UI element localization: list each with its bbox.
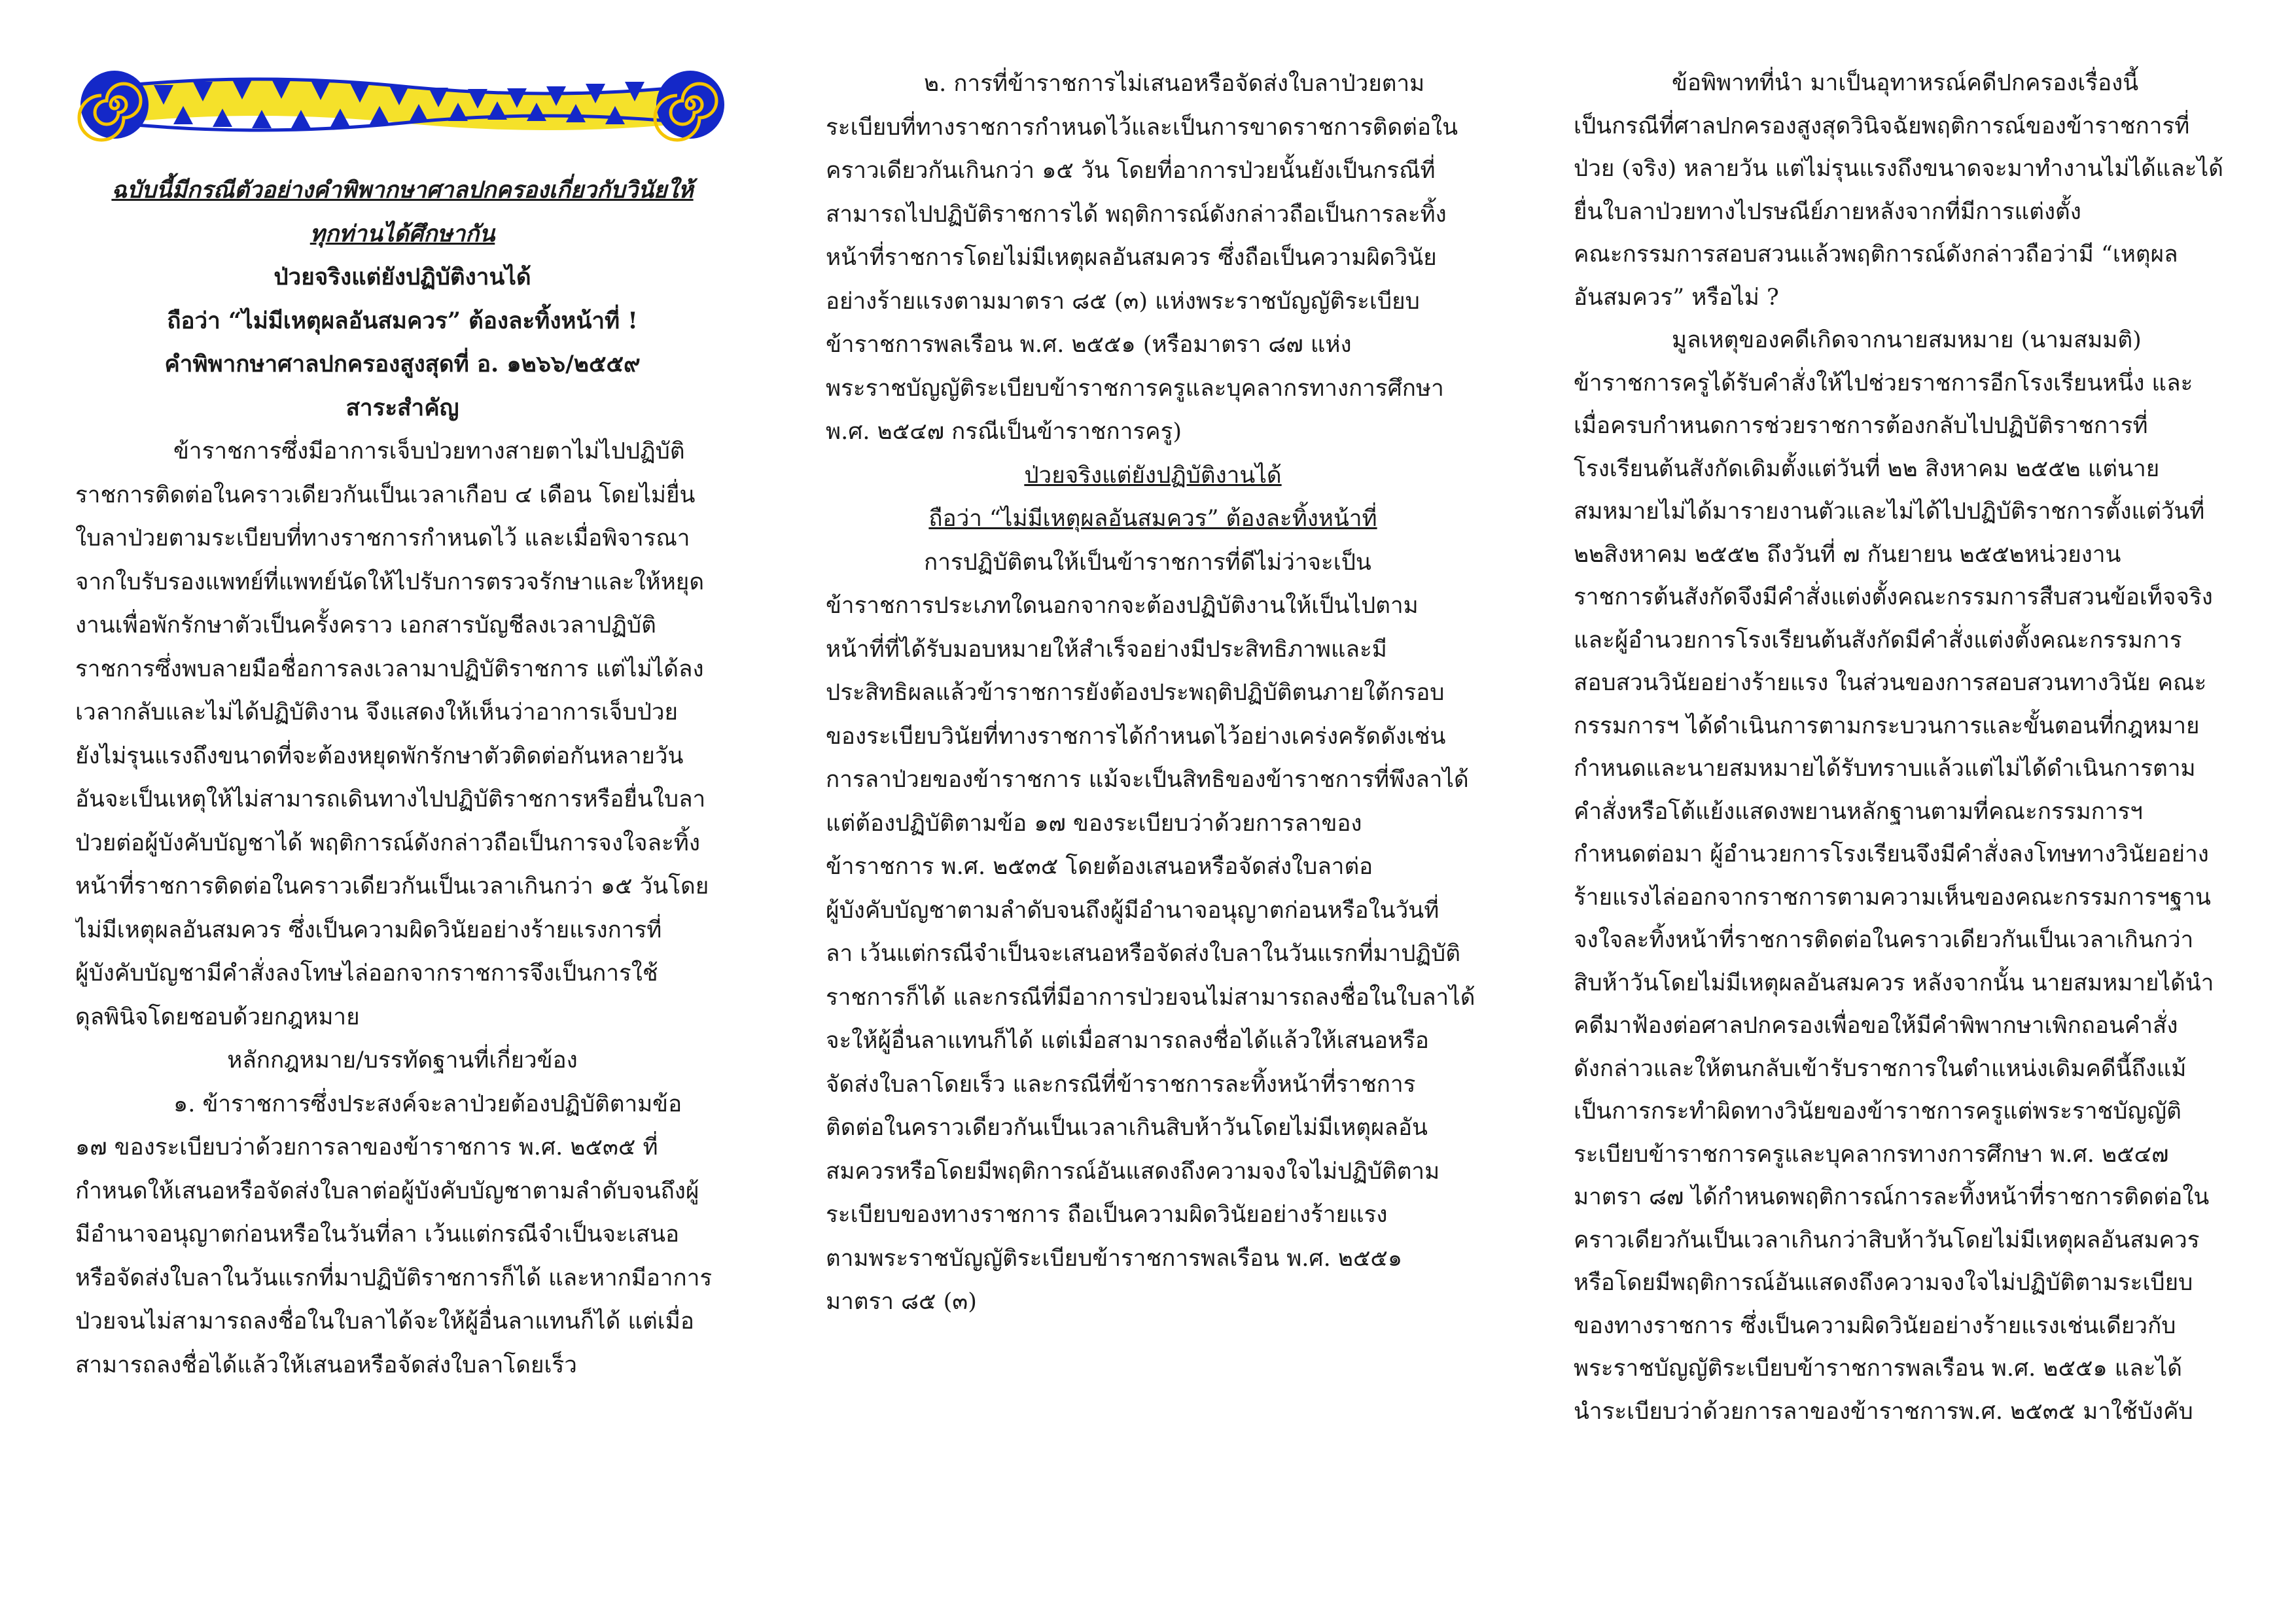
text-line: คดีมาฟ้องต่อศาลปกครองเพื่อขอให้มีคำพิพากษาเพิกถอนคำสั่ง bbox=[1574, 1013, 2178, 1039]
text-line: ๑. ข้าราชการซึ่งประสงค์จะลาป่วยต้องปฏิบัติตามข้อ bbox=[173, 1091, 682, 1117]
text-line: คณะกรรมการสอบสวนแล้วพฤติการณ์ดังกล่าวถือว่ามี “เหตุผล bbox=[1574, 241, 2178, 268]
law-paragraph bbox=[75, 1083, 730, 1387]
text-line: ป่วยต่อผู้บังคับบัญชาได้ พฤติการณ์ดังกล่าวถือเป็นการจงใจละทิ้ง bbox=[75, 829, 700, 856]
text-line: จากใบรับรองแพทย์ที่แพทย์นัดให้ไปรับการตรวจรักษาและให้หยุด bbox=[75, 568, 705, 595]
text-line: เวลากลับและไม่ได้ปฏิบัติงาน จึงแสดงให้เห็นว่าอาการเจ็บป่วย bbox=[75, 699, 678, 725]
text-line: งานเพื่อพักรักษาตัวเป็นครั้งคราว เอกสารบัญชีลงเวลาปฏิบัติ bbox=[75, 612, 656, 638]
text-line: สมควรหรือโดยมีพฤติการณ์อันแสดงถึงความจงใจไม่ปฏิบัติตาม bbox=[826, 1158, 1440, 1185]
point-2-paragraph bbox=[826, 62, 1480, 454]
text-line: หรือจัดส่งใบลาในวันแรกที่มาปฏิบัติราชการก็ได้ และหากมีอาการ bbox=[75, 1265, 713, 1291]
text-line: ประสิทธิผลแล้วข้าราชการยังต้องประพฤติปฏิบัติตนภายใต้กรอบ bbox=[826, 680, 1445, 706]
text-line: สมหมายไม่ได้มารายงานตัวและไม่ได้ไปปฏิบัติราชการตั้งแต่วันที่ bbox=[1574, 498, 2205, 525]
spiral-left-icon bbox=[79, 71, 149, 140]
title-line: คำพิพากษาศาลปกครองสูงสุดที่ อ. ๑๒๖๖/๒๕๕๙ bbox=[164, 351, 641, 377]
text-line: ข้าราชการพลเรือน พ.ศ. ๒๕๕๑ (หรือมาตรา ๘๗ แห่ง bbox=[826, 332, 1352, 358]
text-line: ระเบียบของทางราชการ ถือเป็นความผิดวินัยอย่างร้ายแรง bbox=[826, 1202, 1388, 1228]
text-line: จัดส่งใบลาโดยเร็ว และกรณีที่ข้าราชการละทิ้งหน้าที่ราชการ bbox=[826, 1071, 1416, 1098]
text-line: สอบสวนวินัยอย่างร้ายแรง ในส่วนของการสอบสวนทางวินัย คณะ bbox=[1574, 670, 2207, 696]
text-line: ระเบียบที่ทางราชการกำหนดไว้และเป็นการขาดราชการติดต่อใน bbox=[826, 114, 1458, 141]
title-line: ถือว่า “ไม่มีเหตุผลอันสมควร” ต้องละทิ้งหน้าที่ ! bbox=[167, 307, 638, 334]
text-line: คราวเดียวกันเป็นเวลาเกินกว่าสิบห้าวันโดยไม่มีเหตุผลอันสมควร bbox=[1574, 1227, 2200, 1253]
text-line: มีอำนาจอนุญาตก่อนหรือในวันที่ลา เว้นแต่กรณีจำเป็นจะเสนอ bbox=[75, 1221, 680, 1248]
text-line: สามารถลงชื่อได้แล้วให้เสนอหรือจัดส่งใบลาโดยเร็ว bbox=[75, 1352, 577, 1378]
conduct-paragraph bbox=[826, 541, 1480, 1324]
text-line: ใบลาป่วยตามระเบียบที่ทางราชการกำหนดไว้ และเมื่อพิจารณา bbox=[75, 525, 690, 551]
law-heading: หลักกฎหมาย/บรรทัดฐานที่เกี่ยวข้อง bbox=[227, 1047, 578, 1073]
text-line: มาตรา ๘๕ (๓) bbox=[826, 1289, 977, 1315]
dispute-paragraph bbox=[1574, 62, 2228, 319]
text-line: หน้าที่ที่ได้รับมอบหมายให้สำเร็จอย่างมีประสิทธิภาพและมี bbox=[826, 636, 1387, 663]
text-line: ข้าราชการซึ่งมีอาการเจ็บป่วยทางสายตาไม่ไปปฏิบัติ bbox=[173, 438, 685, 464]
text-line: สามารถไปปฏิบัติราชการได้ พฤติการณ์ดังกล่าวถือเป็นการละทิ้ง bbox=[826, 201, 1447, 228]
summary-paragraph bbox=[75, 430, 730, 1039]
text-line: ยื่นใบลาป่วยทางไปรษณีย์ภายหลังจากที่มีการแต่งตั้ง bbox=[1574, 198, 2081, 225]
text-line: ราชการติดต่อในคราวเดียวกันเป็นเวลาเกือบ ๔ เดือน โดยไม่ยื่น bbox=[75, 481, 696, 508]
section-subheading bbox=[826, 454, 1480, 541]
text-line: ของระเบียบวินัยที่ทางราชการได้กำหนดไว้อย่างเคร่งครัดดังเช่น bbox=[826, 723, 1446, 750]
text-line: นำระเบียบว่าด้วยการลาของข้าราชการพ.ศ. ๒๕๓๕ มาใช้บังคับ bbox=[1574, 1398, 2193, 1425]
subheading-line: ป่วยจริงแต่ยังปฏิบัติงานได้ bbox=[1024, 462, 1282, 489]
spiral-right-icon bbox=[655, 71, 724, 140]
case-facts-paragraph bbox=[1574, 319, 2228, 1433]
text-line: ข้อพิพาทที่นำ มาเป็นอุทาหรณ์คดีปกครองเรื่องนี้ bbox=[1672, 70, 2139, 96]
text-line: ราชการต้นสังกัดจึงมีคำสั่งแต่งตั้งคณะกรรมการสืบสวนข้อเท็จจริง bbox=[1574, 584, 2213, 610]
text-line: โรงเรียนต้นสังกัดเดิมตั้งแต่วันที่ ๒๒ สิงหาคม ๒๕๕๒ แต่นาย bbox=[1574, 455, 2160, 482]
text-line: การปฏิบัติตนให้เป็นข้าราชการที่ดีไม่ว่าจะเป็น bbox=[924, 549, 1371, 576]
text-line: ตามพระราชบัญญัติระเบียบข้าราชการพลเรือน พ.ศ. ๒๕๕๑ bbox=[826, 1245, 1403, 1272]
text-line: แต่ต้องปฏิบัติตามข้อ ๑๗ ของระเบียบว่าด้วยการลาของ bbox=[826, 810, 1362, 837]
text-line: กำหนดให้เสนอหรือจัดส่งใบลาต่อผู้บังคับบัญชาตามลำดับจนถึงผู้ bbox=[75, 1178, 699, 1204]
text-line: ติดต่อในคราวเดียวกันเป็นเวลาเกินสิบห้าวันโดยไม่มีเหตุผลอัน bbox=[826, 1115, 1428, 1141]
text-line: จะให้ผู้อื่นลาแทนก็ได้ แต่เมื่อสามารถลงชื่อได้แล้วให้เสนอหรือ bbox=[826, 1028, 1429, 1054]
text-line: มาตรา ๘๗ ได้กำหนดพฤติการณ์การละทิ้งหน้าที่ราชการติดต่อใน bbox=[1574, 1184, 2210, 1210]
case-title bbox=[75, 256, 730, 430]
text-line: ราชการซึ่งพบลายมือชื่อการลงเวลามาปฏิบัติราชการ แต่ไม่ได้ลง bbox=[75, 655, 704, 682]
issue-heading bbox=[75, 169, 730, 256]
text-line: ร้ายแรงไล่ออกจากราชการตามความเห็นของคณะกรรมการฯฐาน bbox=[1574, 884, 2211, 911]
text-line: ข้าราชการ พ.ศ. ๒๕๓๕ โดยต้องเสนอหรือจัดส่งใบลาต่อ bbox=[826, 854, 1373, 880]
text-line: เป็นการกระทำผิดทางวินัยของข้าราชการครูแต่พระราชบัญญัติ bbox=[1574, 1098, 2181, 1125]
column-2 bbox=[826, 62, 1480, 1324]
text-line: เมื่อครบกำหนดการช่วยราชการต้องกลับไปปฏิบัติราชการที่ bbox=[1574, 413, 2148, 439]
text-line: ๑๗ ของระเบียบว่าด้วยการลาของข้าราชการ พ.ศ. ๒๕๓๕ ที่ bbox=[75, 1134, 658, 1161]
text-line: ป่วย (จริง) หลายวัน แต่ไม่รุนแรงถึงขนาดจะมาทำงานไม่ได้และได้ bbox=[1574, 156, 2223, 182]
text-line: เป็นกรณีที่ศาลปกครองสูงสุดวินิจฉัยพฤติการณ์ของข้าราชการที่ bbox=[1574, 113, 2190, 139]
column-3 bbox=[1574, 62, 2228, 1433]
title-line: ป่วยจริงแต่ยังปฏิบัติงานได้ bbox=[274, 264, 531, 290]
text-line: หน้าที่ราชการติดต่อในคราวเดียวกันเป็นเวลาเกินกว่า ๑๕ วันโดย bbox=[75, 873, 709, 899]
text-line: พระราชบัญญัติระเบียบข้าราชการครูและบุคลากรทางการศึกษา bbox=[826, 375, 1444, 402]
text-line: กำหนดและนายสมหมายได้รับทราบแล้วแต่ไม่ได้ดำเนินการตาม bbox=[1574, 756, 2196, 782]
text-line: ข้าราชการประเภทใดนอกจากจะต้องปฏิบัติงานให้เป็นไปตาม bbox=[826, 593, 1419, 619]
text-line: อันจะเป็นเหตุให้ไม่สามารถเดินทางไปปฏิบัติราชการหรือยื่นใบลา bbox=[75, 786, 706, 812]
text-line: ผู้บังคับบัญชามีคำสั่งลงโทษไล่ออกจากราชการจึงเป็นการใช้ bbox=[75, 960, 658, 986]
text-line: พ.ศ. ๒๕๔๗ กรณีเป็นข้าราชการครู) bbox=[826, 419, 1182, 445]
text-line: หรือโดยมีพฤติการณ์อันแสดงถึงความจงใจไม่ปฏิบัติตามระเบียบ bbox=[1574, 1270, 2193, 1296]
text-line: คราวเดียวกันเกินกว่า ๑๕ วัน โดยที่อาการป่วยนั้นยังเป็นกรณีที่ bbox=[826, 158, 1436, 184]
text-line: จงใจละทิ้งหน้าที่ราชการติดต่อในคราวเดียวกันเป็นเวลาเกินกว่า bbox=[1574, 927, 2194, 953]
text-line: ๒. การที่ข้าราชการไม่เสนอหรือจัดส่งใบลาป่วยตาม bbox=[924, 71, 1425, 97]
text-line: ไม่มีเหตุผลอันสมควร ซึ่งเป็นความผิดวินัยอย่างร้ายแรงการที่ bbox=[75, 916, 662, 943]
text-line: อย่างร้ายแรงตามมาตรา ๘๕ (๓) แห่งพระราชบัญญัติระเบียบ bbox=[826, 288, 1420, 315]
issue-heading-line: ทุกท่านได้ศึกษากัน bbox=[309, 220, 495, 247]
text-line: ราชการก็ได้ และกรณีที่มีอาการป่วยจนไม่สามารถลงชื่อในใบลาได้ bbox=[826, 984, 1475, 1011]
text-line: ระเบียบข้าราชการครูและบุคลากรทางการศึกษา พ.ศ. ๒๕๔๗ bbox=[1574, 1141, 2169, 1168]
text-line: ๒๒สิงหาคม ๒๕๕๒ ถึงวันที่ ๗ กันยายน ๒๕๕๒หน่วยงาน bbox=[1574, 541, 2121, 568]
decorative-wave-banner bbox=[75, 59, 730, 150]
text-line: ป่วยจนไม่สามารถลงชื่อในใบลาได้จะให้ผู้อื่นลาแทนก็ได้ แต่เมื่อ bbox=[75, 1308, 694, 1335]
text-line: ยังไม่รุนแรงถึงขนาดที่จะต้องหยุดพักรักษาตัวติดต่อกันหลายวัน bbox=[75, 742, 684, 769]
text-line: ลา เว้นแต่กรณีจำเป็นจะเสนอหรือจัดส่งใบลาในวันแรกที่มาปฏิบัติ bbox=[826, 941, 1460, 967]
text-line: ของทางราชการ ซึ่งเป็นความผิดวินัยอย่างร้ายแรงเช่นเดียวกับ bbox=[1574, 1312, 2176, 1339]
text-line: การลาป่วยของข้าราชการ แม้จะเป็นสิทธิของข้าราชการที่พึงลาได้ bbox=[826, 767, 1469, 793]
subheading-line: ถือว่า “ไม่มีเหตุผลอันสมควร” ต้องละทิ้งหน้าที่ bbox=[928, 506, 1377, 532]
column-1 bbox=[75, 59, 730, 1387]
text-line: อันสมควร” หรือไม่ ? bbox=[1574, 284, 1779, 311]
text-line: พระราชบัญญัติระเบียบข้าราชการพลเรือน พ.ศ. ๒๕๕๑ และได้ bbox=[1574, 1355, 2182, 1382]
text-line: มูลเหตุของคดีเกิดจากนายสมหมาย (นามสมมติ) bbox=[1672, 327, 2142, 353]
text-line: คำสั่งหรือโต้แย้งแสดงพยานหลักฐานตามที่คณะกรรมการฯ bbox=[1574, 798, 2143, 825]
text-line: กำหนดต่อมา ผู้อำนวยการโรงเรียนจึงมีคำสั่งลงโทษทางวินัยอย่าง bbox=[1574, 841, 2209, 867]
text-line: และผู้อำนวยการโรงเรียนต้นสังกัดมีคำสั่งแต่งตั้งคณะกรรมการ bbox=[1574, 627, 2182, 654]
issue-heading-line: ฉบับนี้มีกรณีตัวอย่างคำพิพากษาศาลปกครองเกี่ยวกับวินัยให้ bbox=[111, 177, 694, 203]
text-line: ดุลพินิจโดยชอบด้วยกฎหมาย bbox=[75, 1003, 360, 1030]
title-line: สาระสำคัญ bbox=[345, 394, 459, 421]
text-line: กรรมการฯ ได้ดำเนินการตามกระบวนการและขั้นตอนที่กฎหมาย bbox=[1574, 712, 2200, 739]
text-line: ผู้บังคับบัญชาตามลำดับจนถึงผู้มีอำนาจอนุญาตก่อนหรือในวันที่ bbox=[826, 897, 1439, 924]
text-line: ข้าราชการครูได้รับคำสั่งให้ไปช่วยราชการอีกโรงเรียนหนึ่ง และ bbox=[1574, 370, 2193, 396]
text-line: สิบห้าวันโดยไม่มีเหตุผลอันสมควร หลังจากนั้น นายสมหมายได้นำ bbox=[1574, 969, 2214, 996]
text-line: ดังกล่าวและให้ตนกลับเข้ารับราชการในตำแหน่งเดิมคดีนี้ถึงแม้ bbox=[1574, 1055, 2187, 1082]
text-line: หน้าที่ราชการโดยไม่มีเหตุผลอันสมควร ซึ่งถือเป็นความผิดวินัย bbox=[826, 245, 1437, 271]
